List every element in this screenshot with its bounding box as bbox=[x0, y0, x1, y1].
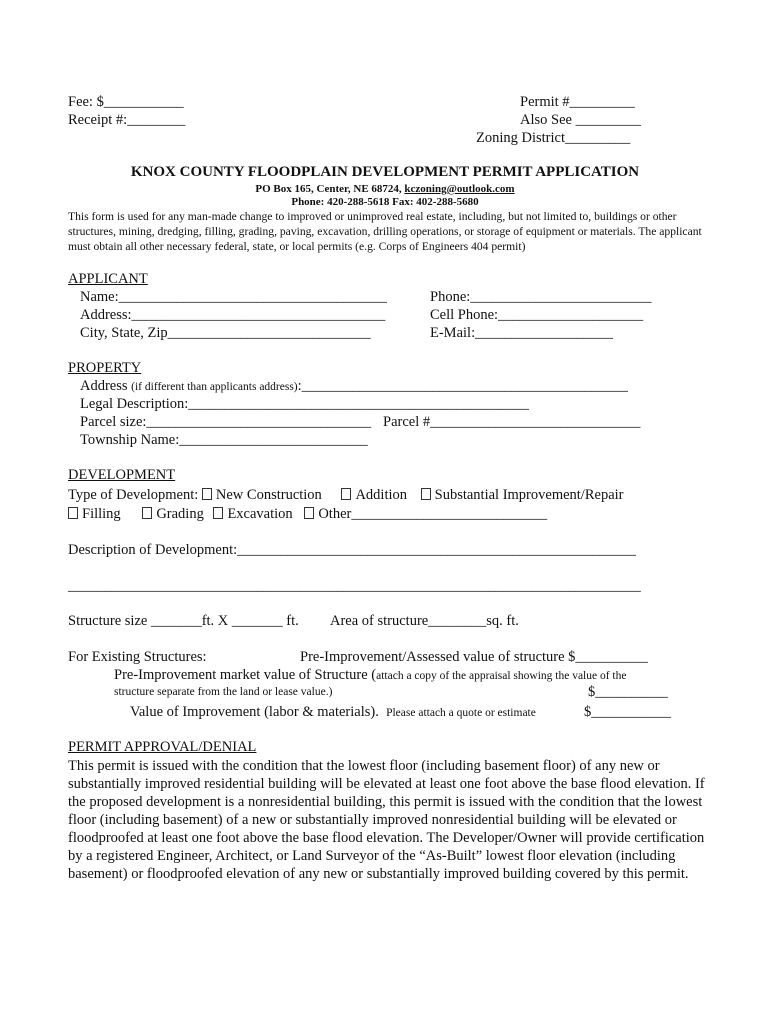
other-checkbox[interactable] bbox=[304, 507, 314, 519]
market-value-label: Pre-Improvement market value of Structure ( bbox=[114, 667, 377, 683]
structure-area-field[interactable]: Area of structure________sq. ft. bbox=[330, 613, 519, 629]
property-address-note: (if different than applicants address) bbox=[131, 381, 298, 393]
applicant-city-field[interactable]: City, State, Zip____________________________ bbox=[80, 325, 371, 341]
also-see-field[interactable]: Also See _________ bbox=[520, 112, 641, 128]
market-value-row bbox=[114, 667, 626, 684]
property-address-label: Address bbox=[80, 378, 132, 394]
excavation-checkbox[interactable] bbox=[213, 507, 223, 519]
applicant-heading: APPLICANT bbox=[68, 271, 148, 287]
value-improvement-field[interactable]: $___________ bbox=[584, 704, 671, 720]
parcel-number-field[interactable]: Parcel #_____________________________ bbox=[383, 414, 641, 430]
addition-checkbox[interactable] bbox=[341, 488, 351, 500]
development-heading: DEVELOPMENT bbox=[68, 467, 176, 483]
development-type-label: Type of Development: bbox=[68, 487, 202, 503]
grading-label: Grading bbox=[156, 506, 204, 522]
value-improvement-label: Value of Improvement (labor & materials). bbox=[130, 704, 379, 720]
other-field[interactable]: Other___________________________ bbox=[318, 506, 548, 522]
description-line-2[interactable]: _______________________________________________________________________________ bbox=[68, 578, 641, 594]
contact-address: PO Box 165, Center, NE 68724, bbox=[255, 183, 405, 195]
description-field[interactable]: Description of Development:_______________________________________________________ bbox=[68, 542, 636, 558]
substantial-improvement-label: Substantial Improvement/Repair bbox=[434, 487, 624, 503]
applicant-phone-field[interactable]: Phone:_________________________ bbox=[430, 289, 652, 305]
receipt-field[interactable]: Receipt #:________ bbox=[68, 112, 186, 128]
contact-line-phone: Phone: 420-288-5618 Fax: 402-288-5680 bbox=[291, 196, 479, 208]
approval-paragraph: This permit is issued with the condition that the lowest floor (including basement floor) of any new or substantially improved residential building will be elevated at least one foot above the base flood elevation. If the proposed development is a nonresidential building, this permit is issued with the condition that the lowest floor (including basement) of a new or substantially improved nonresidential building will be elevated or floodproofed at least one foot above the base flood elevation. The Developer/Owner will provide certification by a registered Engineer, Architect, or Land Surveyor of the “As-Built” lowest floor elevation (including basement) or floodproofed elevation of any new or substantially improved building covered by this permit. bbox=[68, 758, 705, 882]
applicant-cell-field[interactable]: Cell Phone:____________________ bbox=[430, 307, 644, 323]
property-address-line[interactable]: :_____________________________________________ bbox=[297, 378, 628, 394]
value-improvement-note: Please attach a quote or estimate bbox=[386, 707, 536, 719]
intro-paragraph: This form is used for any man-made change to improved or unimproved real estate, including, but not limited to, buildings or other structures, mining, dredging, filling, grading, paving, excavation, drilling operations, or storage of equipment or materials. The applicant must obtain all other necessary federal, state, or local permits (e.g. Corps of Engineers 404 permit) bbox=[68, 210, 702, 253]
zoning-district-field[interactable]: Zoning District_________ bbox=[476, 130, 631, 146]
permit-number-field[interactable]: Permit #_________ bbox=[520, 94, 635, 110]
structure-size-field[interactable]: Structure size _______ft. X _______ ft. bbox=[68, 613, 299, 629]
value-improvement-row bbox=[130, 704, 536, 721]
addition-label: Addition bbox=[355, 487, 407, 503]
page-title: KNOX COUNTY FLOODPLAIN DEVELOPMENT PERMIT APPLICATION bbox=[130, 164, 640, 180]
new-construction-label: New Construction bbox=[215, 487, 322, 503]
parcel-size-field[interactable]: Parcel size:_______________________________ bbox=[80, 414, 372, 430]
property-heading: PROPERTY bbox=[68, 360, 142, 376]
market-value-note-2: structure separate from the land or lease value.) bbox=[114, 686, 333, 698]
property-address-field[interactable] bbox=[80, 378, 628, 395]
development-type-row bbox=[68, 487, 624, 504]
development-type-row-2 bbox=[68, 506, 547, 523]
excavation-label: Excavation bbox=[227, 506, 293, 522]
pre-improvement-assessed-field[interactable]: Pre-Improvement/Assessed value of structure $__________ bbox=[300, 649, 648, 665]
approval-heading: PERMIT APPROVAL/DENIAL bbox=[68, 739, 257, 755]
fee-field[interactable]: Fee: $___________ bbox=[68, 94, 184, 110]
filling-label: Filling bbox=[82, 506, 121, 522]
township-name-field[interactable]: Township Name:__________________________ bbox=[80, 432, 368, 448]
applicant-email-field[interactable]: E-Mail:___________________ bbox=[430, 325, 613, 341]
existing-structures-label: For Existing Structures: bbox=[68, 649, 207, 665]
applicant-name-field[interactable]: Name:_____________________________________ bbox=[80, 289, 387, 305]
contact-line-address bbox=[0, 183, 770, 195]
market-value-field[interactable]: $__________ bbox=[588, 684, 668, 700]
filling-checkbox[interactable] bbox=[68, 507, 78, 519]
applicant-address-field[interactable]: Address:___________________________________ bbox=[80, 307, 386, 323]
grading-checkbox[interactable] bbox=[142, 507, 152, 519]
substantial-improvement-checkbox[interactable] bbox=[421, 488, 431, 500]
new-construction-checkbox[interactable] bbox=[202, 488, 212, 500]
market-value-note: attach a copy of the appraisal showing the value of the bbox=[376, 670, 627, 682]
contact-email-link[interactable]: kczoning@outlook.com bbox=[404, 183, 515, 195]
legal-description-field[interactable]: Legal Description:_______________________________________________ bbox=[80, 396, 530, 412]
